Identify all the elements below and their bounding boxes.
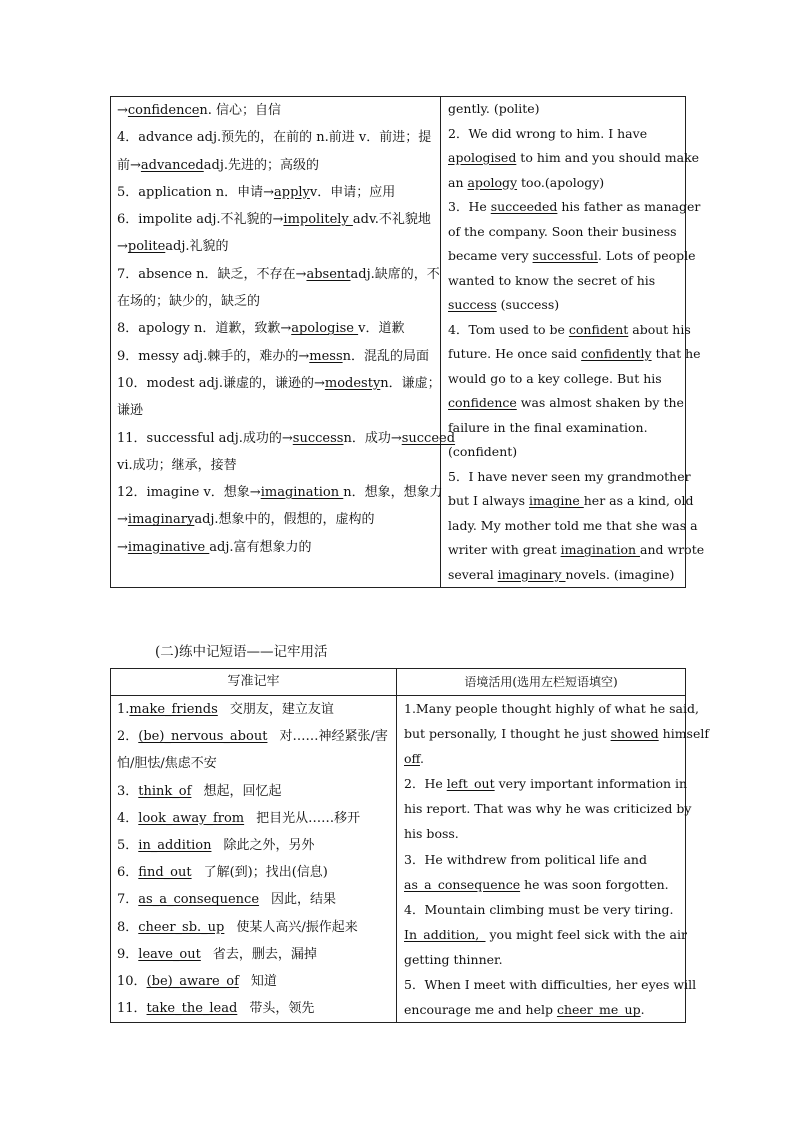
line-text: his report. That was why he was criticized by [404,801,692,817]
word-family-line [111,315,440,342]
exercise-line [441,391,685,416]
line-text: 5．I have never seen my grandmother [448,468,691,484]
context-exercise-list [397,696,709,1022]
line-text: but I always [448,493,530,508]
phrase-number: 4． [117,810,139,826]
line-text: 5．When I meet with difficulties, her eyes will [404,977,697,993]
phrase-meaning: 知道 [250,973,277,989]
right-header: 语境活用(选用左栏短语填空) [464,675,618,689]
phrase-meaning: 使某人高兴/振作起来 [236,919,358,935]
line-text: vi.成功；继承，接替 [117,457,237,473]
exercise-line [441,342,701,367]
exercise-line [441,367,685,392]
phrase-answer: leave_out [138,946,201,962]
exercise-line [441,244,696,269]
word-family-line [111,288,440,315]
line-text: her as a kind, old [583,493,694,508]
line-text: . Lots of people [597,248,696,263]
phrase-answer: look_away_from [138,810,245,826]
line-text: gently. (polite) [448,101,540,116]
answer-blank: apply [274,184,310,200]
line-text: 4．Mountain climbing must be very tiring. [404,901,674,917]
exercise-line [441,269,685,294]
phrase-answer: think_of [138,783,192,799]
answer-blank: imaginary [127,512,195,528]
exercise-line [441,563,685,588]
context-line [397,796,692,821]
exercise-line [441,465,691,490]
phrase-item [111,995,396,1022]
answer-blank: imagination [560,542,641,557]
line-text: 4．Tom used to be [448,321,569,337]
word-family-line [111,452,440,479]
line-text: n．混乱的局面 [342,348,429,364]
context-column [397,696,709,1023]
word-family-list [111,97,456,561]
phrase-meaning: 了解(到)；找出(信息) [203,865,328,881]
context-line [397,897,685,922]
answer-blank: In_addition,_ [404,926,486,942]
word-family-line [111,261,440,288]
word-family-line [111,506,440,533]
line-text: 在场的；缺少的，缺乏的 [117,294,261,310]
line-text: you might feel sick with the air [485,926,687,942]
line-text: adj.礼貌的 [165,239,229,255]
line-text: adj.富有想象力的 [209,539,312,555]
answer-blank: apologised [448,150,517,165]
line-text: v．道歉 [358,321,405,337]
line-text: his father as manager [557,199,701,214]
phrase-item [111,914,396,941]
answer-blank: modesty [324,375,381,391]
word-family-line [111,206,440,233]
answer-blank: showed [610,726,659,742]
line-text: 谦逊 [117,403,144,419]
context-line [397,972,697,997]
line-text: 4．advance adj.预先的，在前的 n.前进 v．前进；提 [117,130,432,146]
answer-blank: succeeded [490,199,558,214]
answer-blank: as_a_consequence [404,876,521,892]
phrase-number: 8． [117,919,139,935]
line-text: but personally, I thought he just [404,726,611,742]
word-family-line [111,479,443,506]
answer-blank: absent [306,266,351,282]
answer-blank: succeed [401,430,456,446]
line-text: adj.先进的；高级的 [203,157,319,173]
line-text: . [419,751,424,767]
exercise-line [441,318,691,343]
line-text: . [640,1002,645,1018]
word-family-line [111,97,440,124]
phrase-answer: take_the_lead [146,1001,238,1017]
line-text: 9．messy adj.棘手的，难办的→ [117,348,310,364]
line-text: about his [628,321,691,337]
line-text: 2．He [404,776,447,792]
answer-blank: success [292,430,344,446]
line-text: → [117,512,128,528]
line-text: 6．impolite adj.不礼貌的→ [117,212,284,228]
answer-blank: apology [467,174,518,190]
exercise-line [441,220,685,245]
word-family-line [111,425,456,452]
phrase-answer: in_addition [138,837,212,853]
phrase-number: 5． [117,837,139,853]
phrase-meaning: 带头，领先 [249,1001,315,1017]
line-text: and wrote [640,542,705,557]
phrase-answer: as_a_consequence [138,892,260,908]
exercise-line [441,293,685,318]
answer-blank: confidence [127,103,200,118]
phrase-item [111,750,396,777]
phrase-item [111,778,396,805]
line-text: his boss. [404,826,459,842]
line-text: 2．We did wrong to him. I have [448,125,648,141]
answer-blank: success [448,297,497,312]
exercise-line [441,122,685,147]
line-text: encourage me and help [404,1002,557,1018]
answer-blank: mess [309,348,343,364]
answer-blank: impolitely [283,212,353,228]
line-text: adj.想象中的，假想的，虚构的 [194,512,375,528]
context-line [397,746,685,771]
exercise-line [441,514,698,539]
phrase-meaning: 怕/胆怯/焦虑不安 [117,756,217,772]
line-text: wanted to know the secret of his [448,272,656,288]
line-text: n．成功→ [343,430,402,446]
phrase-number: 6． [117,865,139,881]
phrase-meaning: 想起，回忆起 [203,783,282,799]
answer-blank: cheer_me_up [556,1002,641,1018]
phrase-column [111,696,397,1023]
word-family-line [111,233,440,260]
answer-blank: imagine [529,493,584,508]
answer-blank: advanced [140,157,204,173]
context-line [397,721,709,746]
word-family-line [111,179,440,206]
line-text: → [117,103,128,118]
context-line [397,821,685,846]
answer-blank: off [404,751,420,767]
answer-blank: successful [532,248,598,263]
section-title: (二)练中记短语——记牢用活 [155,644,328,660]
context-line [397,947,685,972]
exercise-line [441,171,685,196]
line-text: adv.不礼貌地 [352,212,431,228]
line-text: became very [448,248,533,263]
phrase-item [111,832,396,859]
line-text: 7．absence n．缺乏，不存在→ [117,266,307,282]
exercise-column [441,97,705,588]
line-text: writer with great [448,542,561,557]
phrase-answer: cheer_sb._up [138,919,225,935]
phrase-number: 10． [117,973,147,989]
vocabulary-table [110,96,705,588]
answer-blank: confidently [581,346,652,361]
line-text: failure in the final examination. [448,419,648,435]
line-text: several [448,566,498,582]
line-text: → [117,239,128,255]
phrase-meaning: 交朋友，建立友谊 [229,702,334,717]
exercise-list [441,97,705,587]
line-text: n. 信心；自信 [199,103,282,118]
phrase-item [111,696,396,723]
phrase-answer: (be)_nervous_about [138,729,268,745]
phrase-number: 7． [117,892,139,908]
context-line [397,922,685,947]
phrase-item [111,859,396,886]
exercise-line [441,489,694,514]
phrase-number: 1. [117,702,130,717]
word-family-line [111,124,440,151]
line-text: an [448,174,468,190]
word-family-line [111,397,440,424]
line-text: adj.缺席的，不 [350,266,440,282]
line-text: 8．apology n．道歉，致歉→ [117,321,292,337]
line-text: (confident) [448,444,518,459]
line-text: → [117,539,128,555]
context-line [397,771,688,796]
answer-blank: confidence [448,395,517,410]
answer-blank: imagination [260,485,344,501]
word-family-line [111,343,440,370]
answer-blank: left_out [446,776,495,792]
line-text: n．想象，想象力 [343,485,443,501]
line-text: would go to a key college. But his [448,370,662,386]
phrase-number: 11． [117,1001,147,1017]
phrase-meaning: 把目光从……移开 [256,810,361,826]
phrase-list [111,696,396,1022]
context-line [397,872,685,897]
line-text: 3．He [448,199,491,214]
exercise-line [441,146,700,171]
exercise-line [441,97,685,122]
phrase-item [111,886,396,913]
answer-blank: imaginative [127,539,210,555]
answer-blank: imaginary [497,566,566,582]
line-text: that he [651,346,701,361]
line-text: future. He once said [448,346,582,361]
right-header-cell [397,669,686,696]
exercise-line [441,440,685,465]
line-text: v．申请；应用 [309,184,396,200]
phrase-answer: (be)_aware_of [146,973,239,989]
line-text: getting thinner. [404,951,503,967]
phrase-number: 9． [117,946,139,962]
line-text: to him and you should make [516,150,700,165]
exercise-line [441,416,685,441]
phrase-table [110,668,709,1023]
word-family-line [111,534,440,561]
phrase-number: 2． [117,729,139,745]
line-text: 10．modest adj.谦虚的，谦逊的→ [117,375,325,391]
word-family-column [111,97,456,588]
phrase-meaning: 省去，删去，漏掉 [212,946,317,962]
line-text: too.(apology) [517,174,605,190]
context-line [397,696,699,721]
exercise-line [441,195,701,220]
word-family-line [111,370,440,397]
phrase-answer: make_friends [129,702,218,717]
phrase-number: 3． [117,783,139,799]
line-text: very important information in [494,776,688,792]
context-line [397,847,685,872]
answer-blank: polite [127,239,166,255]
line-text: 11．successful adj.成功的→ [117,430,293,446]
line-text: 5．application n．申请→ [117,184,274,200]
phrase-item [111,941,396,968]
word-family-line [111,152,440,179]
phrase-meaning: 对……神经紧张/害 [279,729,388,745]
left-header-cell [111,669,397,696]
phrase-item [111,723,396,750]
exercise-line [441,538,705,563]
context-line [397,997,685,1022]
line-text: 12．imagine v．想象→ [117,485,261,501]
line-text: novels. (imagine) [565,566,675,582]
line-text: he was soon forgotten. [520,876,669,892]
phrase-meaning: 除此之外，另外 [223,837,315,853]
line-text: (success) [496,297,560,312]
answer-blank: confident [568,321,629,337]
line-text: n．谦虚； [380,375,441,391]
phrase-answer: find_out [138,865,192,881]
left-header: 写准记牢 [227,674,280,689]
line-text: 3．He withdrew from political life and [404,851,647,867]
line-text: himself [658,726,709,742]
phrase-item [111,805,396,832]
line-text: was almost shaken by the [516,395,684,410]
phrase-item [111,968,396,995]
line-text: of the company. Soon their business [448,223,677,239]
phrase-meaning: 因此，结果 [271,892,337,908]
line-text: lady. My mother told me that she was a [448,517,698,533]
line-text: 前→ [117,157,141,173]
line-text: 1.Many people thought highly of what he said, [404,701,699,716]
answer-blank: apologise [291,321,359,337]
